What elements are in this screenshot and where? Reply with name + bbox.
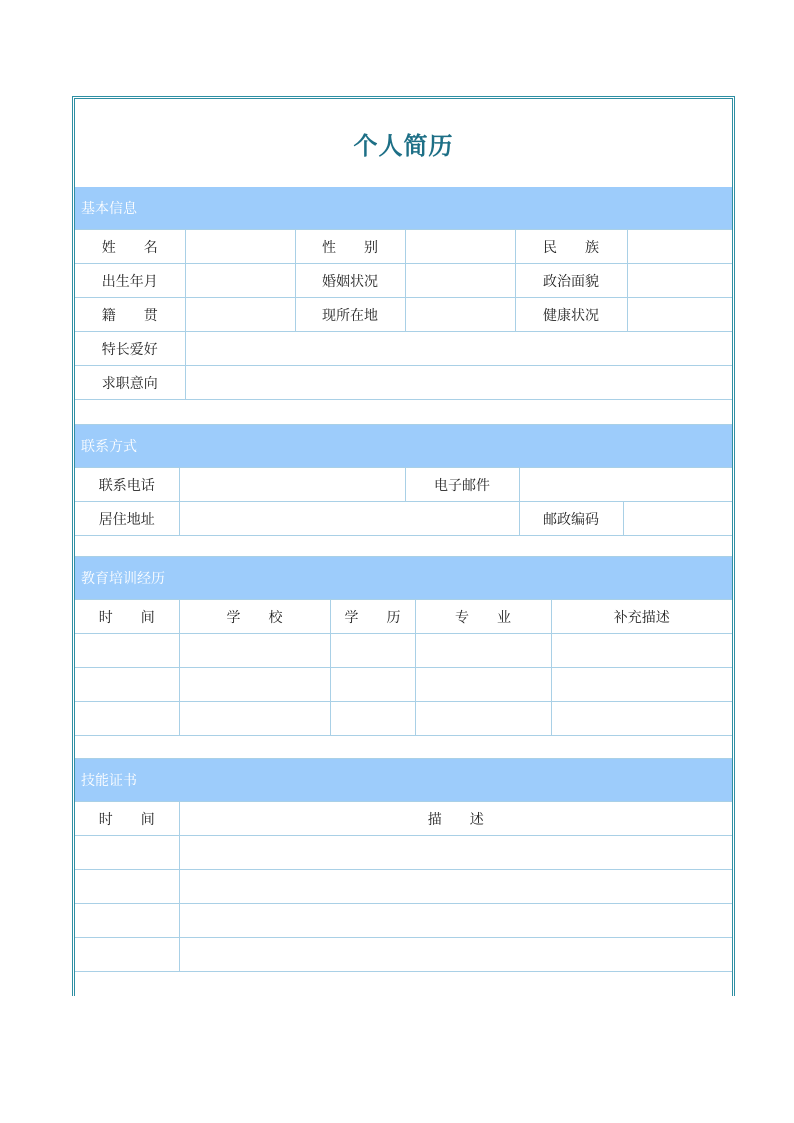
label-location: 现所在地: [295, 298, 405, 332]
table-row: [75, 702, 732, 736]
value-ethnicity[interactable]: [627, 230, 732, 264]
table-header-row: [75, 600, 732, 634]
section-spacer: [75, 403, 732, 425]
table-row: [75, 836, 732, 870]
column-header: 时 间: [75, 600, 179, 634]
table-row: [75, 230, 732, 264]
table-cell[interactable]: [415, 668, 551, 702]
table-cell[interactable]: [179, 836, 732, 870]
column-header: 学 历: [330, 600, 415, 634]
table-header-row: [75, 802, 732, 836]
table-cell[interactable]: [75, 938, 179, 972]
table-row: [75, 366, 732, 400]
table-cell[interactable]: [330, 634, 415, 668]
table-cell[interactable]: [179, 870, 732, 904]
value-phone[interactable]: [179, 468, 405, 502]
basic-info-table: [75, 229, 732, 400]
table-row: [75, 332, 732, 366]
value-hobbies[interactable]: [185, 332, 732, 366]
table-cell[interactable]: [179, 904, 732, 938]
value-political[interactable]: [627, 264, 732, 298]
label-name: 姓 名: [75, 230, 185, 264]
label-political: 政治面貌: [515, 264, 627, 298]
label-birth: 出生年月: [75, 264, 185, 298]
label-ethnicity: 民 族: [515, 230, 627, 264]
label-marital: 婚姻状况: [295, 264, 405, 298]
table-row: [75, 634, 732, 668]
label-address: 居住地址: [75, 502, 179, 536]
education-table: [75, 599, 732, 736]
table-cell[interactable]: [179, 702, 330, 736]
section-spacer: [75, 737, 732, 759]
table-cell[interactable]: [75, 836, 179, 870]
section-heading-education: 教育培训经历: [75, 557, 732, 599]
column-header: 补充描述: [551, 600, 732, 634]
value-name[interactable]: [185, 230, 295, 264]
contact-table: [75, 467, 732, 536]
table-cell[interactable]: [75, 702, 179, 736]
label-phone: 联系电话: [75, 468, 179, 502]
label-intention: 求职意向: [75, 366, 185, 400]
column-header: 描 述: [179, 802, 732, 836]
section-spacer: [75, 536, 732, 557]
table-cell[interactable]: [551, 634, 732, 668]
label-hobbies: 特长爱好: [75, 332, 185, 366]
table-cell[interactable]: [179, 668, 330, 702]
table-row: [75, 904, 732, 938]
skills-table: [75, 801, 732, 972]
label-email: 电子邮件: [405, 468, 519, 502]
table-cell[interactable]: [75, 904, 179, 938]
column-header: 专 业: [415, 600, 551, 634]
table-cell[interactable]: [330, 668, 415, 702]
value-address[interactable]: [179, 502, 519, 536]
section-heading-skills: 技能证书: [75, 759, 732, 801]
table-cell[interactable]: [75, 870, 179, 904]
table-row: [75, 938, 732, 972]
table-row: [75, 502, 732, 536]
value-marital[interactable]: [405, 264, 515, 298]
table-row: [75, 298, 732, 332]
table-cell[interactable]: [551, 702, 732, 736]
table-row: [75, 264, 732, 298]
label-health: 健康状况: [515, 298, 627, 332]
value-gender[interactable]: [405, 230, 515, 264]
table-cell[interactable]: [415, 634, 551, 668]
label-native: 籍 贯: [75, 298, 185, 332]
value-native[interactable]: [185, 298, 295, 332]
value-health[interactable]: [627, 298, 732, 332]
table-cell[interactable]: [330, 702, 415, 736]
value-location[interactable]: [405, 298, 515, 332]
table-row: [75, 668, 732, 702]
table-cell[interactable]: [551, 668, 732, 702]
table-cell[interactable]: [75, 634, 179, 668]
resume-frame: [72, 96, 735, 996]
table-cell[interactable]: [75, 668, 179, 702]
table-row: [75, 468, 732, 502]
value-intention[interactable]: [185, 366, 732, 400]
column-header: 学 校: [179, 600, 330, 634]
section-heading-contact: 联系方式: [75, 425, 732, 467]
value-birth[interactable]: [185, 264, 295, 298]
label-gender: 性 别: [295, 230, 405, 264]
table-cell[interactable]: [179, 634, 330, 668]
value-postcode[interactable]: [623, 502, 732, 536]
section-heading-basic: 基本信息: [75, 187, 732, 229]
column-header: 时 间: [75, 802, 179, 836]
label-postcode: 邮政编码: [519, 502, 623, 536]
page-title: 个人简历: [353, 131, 454, 160]
table-cell[interactable]: [415, 702, 551, 736]
table-row: [75, 870, 732, 904]
table-cell[interactable]: [179, 938, 732, 972]
value-email[interactable]: [519, 468, 732, 502]
